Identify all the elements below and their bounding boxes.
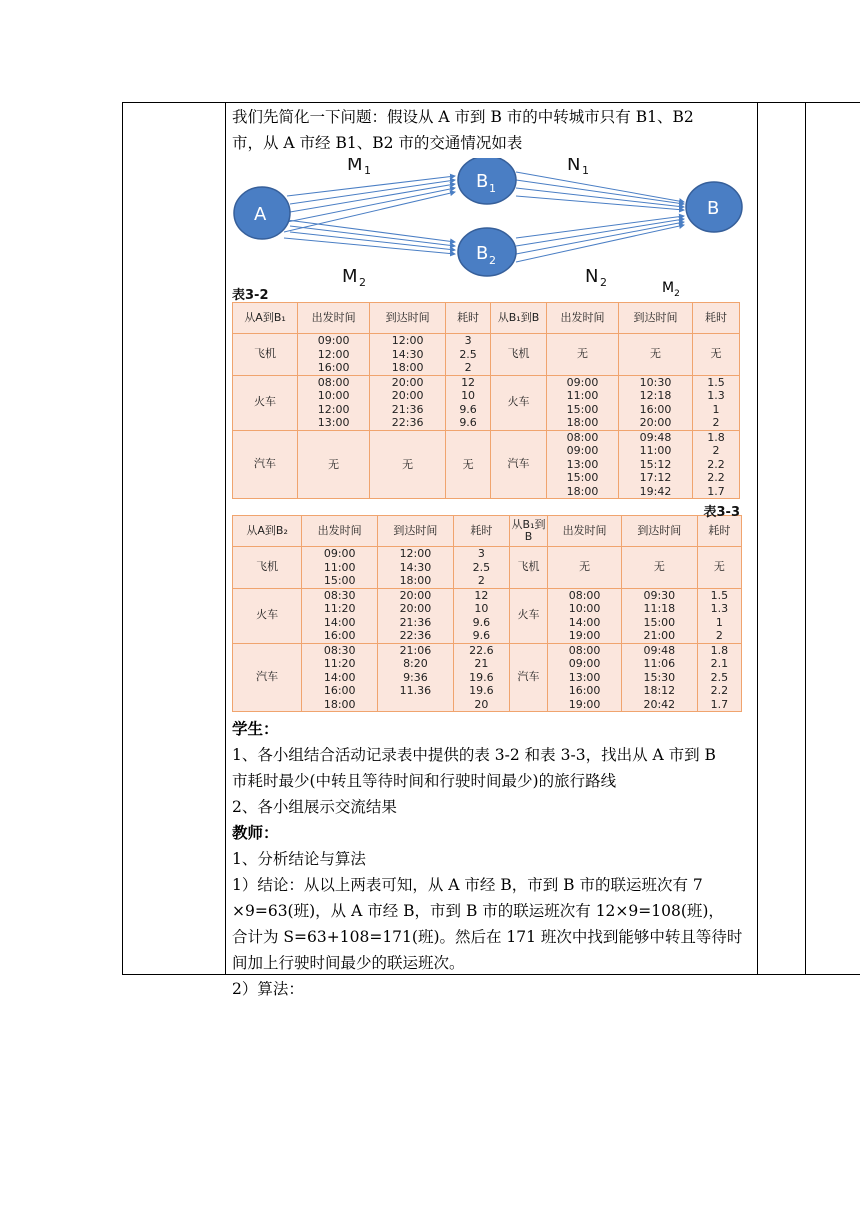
table-header-cell: 到达时间: [370, 303, 446, 334]
transport-mode-cell: 汽车: [233, 430, 298, 499]
task-line: 2、各小组展示交流结果: [232, 798, 397, 816]
departure-cell: 09:00 12:00 16:00: [298, 334, 370, 376]
transport-mode-cell: 飞机: [233, 547, 302, 589]
table-column-divider: [757, 102, 758, 975]
teacher-line: 合计为 S=63+108=171(班)。然后在 171 班次中找到能够中转且等待时: [232, 928, 743, 946]
departure-cell: 无: [298, 430, 370, 499]
node-b2-label: B: [476, 243, 489, 264]
table-row: [233, 588, 742, 643]
node-b1-subscript: 1: [489, 182, 496, 195]
table-row: [233, 430, 740, 499]
table-header-cell: 耗时: [453, 516, 509, 547]
departure-cell: 08:00 09:00 13:00 15:00 18:00: [546, 430, 618, 499]
students-heading: 学生：: [232, 719, 279, 738]
arrival-cell: 12:00 14:30 18:00: [378, 547, 454, 589]
route-label-m2: M: [342, 266, 358, 287]
table-header-cell: 从B₁到B: [491, 303, 547, 334]
transport-mode-cell: 汽车: [509, 643, 547, 712]
duration-cell: 12 10 9.6 9.6: [453, 588, 509, 643]
route-label-n1-sub: 1: [582, 164, 589, 177]
table-header-cell: 耗时: [446, 303, 491, 334]
arrival-cell: 09:48 11:06 15:30 18:12 20:42: [621, 643, 697, 712]
duration-cell: 1.5 1.3 1 2: [692, 375, 739, 430]
teacher-heading: 教师：: [232, 823, 279, 842]
transport-mode-cell: 汽车: [491, 430, 547, 499]
table-row: [233, 334, 740, 376]
duration-cell: 3 2.5 2: [446, 334, 491, 376]
arrival-cell: 12:00 14:30 18:00: [370, 334, 446, 376]
table-row: [233, 375, 740, 430]
node-b2-subscript: 2: [489, 254, 496, 267]
departure-cell: 08:00 10:00 14:00 19:00: [548, 588, 622, 643]
transport-mode-cell: 火车: [491, 375, 547, 430]
duration-cell: 1.8 2.1 2.5 2.2 1.7: [697, 643, 741, 712]
route-label-n2: N: [585, 266, 599, 287]
transport-mode-cell: 火车: [233, 588, 302, 643]
arrival-cell: 09:48 11:00 15:12 17:12 19:42: [619, 430, 693, 499]
departure-cell: 08:00 10:00 12:00 13:00: [298, 375, 370, 430]
duration-cell: 22.6 21 19.6 19.6 20: [453, 643, 509, 712]
table-header-cell: 从A到B₁: [233, 303, 298, 334]
arrival-cell: 无: [621, 547, 697, 589]
intro-line: 我们先简化一下问题：假设从 A 市到 B 市的中转城市只有 B1、B2: [232, 108, 694, 126]
duration-cell: 3 2.5 2: [453, 547, 509, 589]
route-label-n2-sub: 2: [600, 276, 607, 288]
intro-line: 市，从 A 市经 B1、B2 市的交通情况如表: [232, 134, 523, 152]
transport-mode-cell: 火车: [509, 588, 547, 643]
teacher-line: 1、分析结论与算法: [232, 850, 366, 868]
teacher-line: 2）算法：: [232, 980, 304, 998]
table-header-cell: 出发时间: [298, 303, 370, 334]
duration-cell: 无: [692, 334, 739, 376]
table-3-2: [232, 302, 740, 499]
teacher-line: 间加上行驶时间最少的联运班次。: [232, 954, 465, 972]
table-3-2-caption: 表3-2: [232, 288, 269, 303]
duration-cell: 1.5 1.3 1 2: [697, 588, 741, 643]
arrival-cell: 09:30 11:18 15:00 21:00: [621, 588, 697, 643]
arrival-cell: 无: [619, 334, 693, 376]
duration-cell: 12 10 9.6 9.6: [446, 375, 491, 430]
transport-mode-cell: 飞机: [233, 334, 298, 376]
arrival-cell: 20:00 20:00 21:36 22:36: [370, 375, 446, 430]
table-header-cell: 从B₁到B: [509, 516, 547, 547]
arrival-cell: 21:06 8:20 9:36 11.36: [378, 643, 454, 712]
teacher-line: ×9=63(班)，从 A 市经 B，市到 B 市的联运班次有 12×9=108(班)，: [232, 902, 724, 920]
arrival-cell: 无: [370, 430, 446, 499]
table-header-cell: 到达时间: [619, 303, 693, 334]
route-label-n1: N: [567, 158, 581, 175]
departure-cell: 08:30 11:20 14:00 16:00: [302, 588, 378, 643]
table-3-3-block: [232, 501, 752, 712]
table-3-3: [232, 515, 742, 712]
node-a-label: A: [254, 204, 267, 225]
route-label-m1-sub: 1: [364, 164, 371, 177]
task-line: 市耗时最少(中转且等待时间和行驶时间最少)的旅行路线: [232, 772, 617, 790]
departure-cell: 09:00 11:00 15:00 18:00: [546, 375, 618, 430]
transport-mode-cell: 火车: [233, 375, 298, 430]
task-line: 1、各小组结合活动记录表中提供的表 3-2 和表 3-3，找出从 A 市到 B: [232, 746, 716, 764]
table-3-3-caption: 表3-3: [703, 505, 740, 520]
route-diagram: [232, 158, 752, 288]
table-header-cell: 到达时间: [621, 516, 697, 547]
teacher-line: 1）结论：从以上两表可知，从 A 市经 B，市到 B 市的联运班次有 7: [232, 876, 703, 894]
departure-cell: 无: [546, 334, 618, 376]
table-header-cell: 出发时间: [546, 303, 618, 334]
table-header-cell: 出发时间: [302, 516, 378, 547]
transport-mode-cell: 汽车: [233, 643, 302, 712]
route-label-m2-sub: 2: [359, 276, 366, 288]
transport-mode-cell: 飞机: [509, 547, 547, 589]
table-header-cell: 耗时: [692, 303, 739, 334]
arrival-cell: 10:30 12:18 16:00 20:00: [619, 375, 693, 430]
node-b-label: B: [707, 198, 720, 219]
table-header-cell: 到达时间: [378, 516, 454, 547]
duration-cell: 1.8 2 2.2 2.2 1.7: [692, 430, 739, 499]
transport-mode-cell: 飞机: [491, 334, 547, 376]
table-row: [233, 547, 742, 589]
route-diagram-svg: [232, 158, 752, 288]
duration-cell: 无: [446, 430, 491, 499]
table-header-cell: 出发时间: [548, 516, 622, 547]
table-column-divider: [225, 102, 226, 975]
table-3-2-block: [232, 280, 752, 499]
departure-cell: 09:00 11:00 15:00: [302, 547, 378, 589]
duration-cell: 无: [697, 547, 741, 589]
table-header-cell: 耗时: [697, 516, 741, 547]
route-label-m2-right: $M_2$: [662, 280, 680, 299]
arrival-cell: 20:00 20:00 21:36 22:36: [378, 588, 454, 643]
route-label-m1: M: [347, 158, 363, 175]
table-column-divider: [805, 102, 806, 975]
departure-cell: 无: [548, 547, 622, 589]
node-b1-label: B: [476, 171, 489, 192]
lesson-content-cell: [232, 104, 752, 1002]
departure-cell: 08:30 11:20 14:00 16:00 18:00: [302, 643, 378, 712]
departure-cell: 08:00 09:00 13:00 16:00 19:00: [548, 643, 622, 712]
table-header-cell: 从A到B₂: [233, 516, 302, 547]
table-row: [233, 643, 742, 712]
